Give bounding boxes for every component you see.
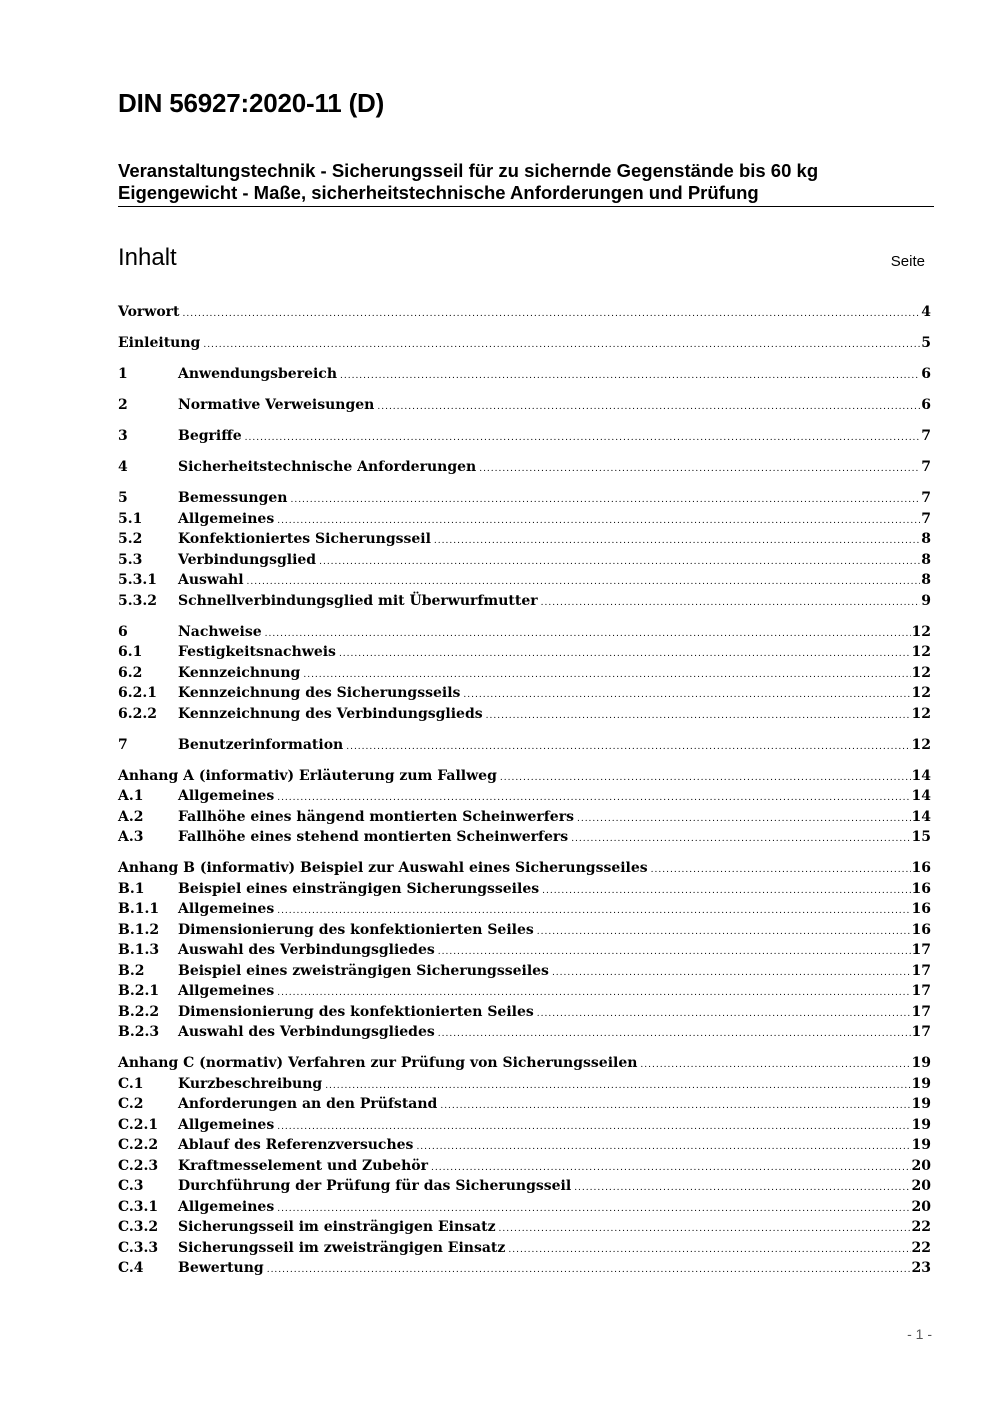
document-title-line-2: Eigengewicht - Maße, sicherheitstechnische Anforderungen und Prüfung (118, 182, 759, 203)
toc-entry[interactable] (118, 1217, 931, 1238)
dot-leader (277, 1199, 910, 1220)
toc-entry-label: Bemessungen (178, 490, 288, 506)
toc-entry-page: 15 (911, 829, 931, 845)
toc-entry-label: Kennzeichnung des Sicherungsseils (178, 685, 461, 701)
toc-entry-number: C.3.3 (118, 1239, 159, 1256)
toc-entry-page: 22 (911, 1219, 931, 1235)
dot-leader (651, 860, 911, 881)
toc-entry-label: Sicherungsseil im einsträngigen Einsatz (178, 1219, 496, 1235)
toc-entry[interactable] (118, 858, 931, 879)
toc-entry-label: Sicherheitstechnische Anforderungen (178, 459, 477, 475)
toc-entry-number: 5.3 (118, 551, 143, 568)
toc-entry[interactable] (118, 1238, 931, 1259)
toc-group (118, 395, 931, 416)
toc-entry-number: C.3.1 (118, 1198, 159, 1215)
toc-entry-number: 6 (118, 623, 128, 640)
toc-entry-page: 19 (911, 1096, 931, 1112)
dot-leader (537, 1004, 911, 1025)
toc-group (118, 488, 931, 611)
dot-leader (577, 809, 911, 830)
dot-leader (552, 963, 911, 984)
table-of-contents (118, 302, 931, 1289)
toc-entry-page: 16 (911, 880, 931, 897)
toc-entry[interactable] (118, 1115, 931, 1136)
toc-entry[interactable] (118, 570, 931, 591)
toc-entry[interactable] (118, 333, 931, 354)
dot-leader (377, 397, 920, 418)
toc-entry-number: C.2.1 (118, 1116, 159, 1133)
toc-group (118, 364, 931, 385)
dot-leader (542, 881, 910, 902)
toc-entry-page: 16 (911, 921, 931, 938)
toc-entry[interactable] (118, 426, 931, 447)
toc-entry[interactable] (118, 1002, 931, 1023)
dot-leader (203, 335, 920, 356)
toc-entry-page: 17 (911, 942, 931, 958)
toc-group (118, 622, 931, 725)
toc-entry-label: Begriffe (178, 428, 242, 444)
toc-entry-label: Anforderungen an den Prüfstand (178, 1096, 438, 1112)
toc-entry-page: 6 (921, 366, 931, 382)
toc-entry[interactable] (118, 766, 931, 787)
toc-entry-page: 12 (911, 685, 931, 701)
toc-entry-page: 22 (911, 1239, 931, 1256)
toc-entry-label: Beispiel eines einsträngigen Sicherungsseiles (178, 880, 540, 897)
toc-entry[interactable] (118, 683, 931, 704)
toc-entry-number: 5.1 (118, 510, 143, 527)
toc-entry-label: Allgemeines (178, 983, 275, 999)
toc-entry-page: 6 (921, 397, 931, 413)
toc-entry-page: 16 (911, 860, 931, 876)
toc-entry-page: 7 (921, 459, 931, 475)
toc-entry[interactable] (118, 961, 931, 982)
dot-leader (277, 1117, 910, 1138)
dot-leader (640, 1055, 910, 1076)
toc-entry[interactable] (118, 735, 931, 756)
toc-entry-page: 17 (911, 1024, 931, 1040)
dot-leader (416, 1137, 910, 1158)
toc-entry-page: 12 (911, 644, 931, 660)
toc-group (118, 735, 931, 756)
toc-entry-label: Anhang C (normativ) Verfahren zur Prüfung von Sicherungsseilen (118, 1055, 638, 1071)
toc-entry-number: B.2.3 (118, 1024, 160, 1040)
toc-entry-label: Allgemeines (178, 510, 275, 527)
toc-entry-page: 20 (911, 1198, 931, 1215)
toc-entry-number: A.1 (118, 788, 144, 804)
toc-entry[interactable] (118, 807, 931, 828)
dot-leader (537, 922, 911, 943)
toc-entry-label: Fallhöhe eines stehend montierten Scheinwerfers (178, 829, 569, 845)
toc-entry[interactable] (118, 1156, 931, 1177)
toc-entry-label: Kurzbeschreibung (178, 1075, 323, 1092)
toc-entry-number: 1 (118, 366, 128, 382)
dot-leader (431, 1158, 911, 1179)
dot-leader (508, 1240, 910, 1261)
toc-entry-number: B.2.1 (118, 983, 160, 999)
toc-entry-page: 19 (911, 1075, 931, 1092)
toc-entry[interactable] (118, 1258, 931, 1279)
dot-leader (438, 1024, 911, 1045)
toc-group (118, 457, 931, 478)
dot-leader (440, 1096, 910, 1117)
toc-entry-number: 5.3.1 (118, 572, 157, 588)
toc-entry-number: 6.2 (118, 664, 143, 681)
toc-entry-label: Allgemeines (178, 1198, 275, 1215)
toc-entry-page: 12 (911, 623, 931, 640)
toc-entry[interactable] (118, 1053, 931, 1074)
toc-group (118, 766, 931, 848)
toc-entry-number: C.3.2 (118, 1219, 159, 1235)
toc-entry-label: Anhang B (informativ) Beispiel zur Auswahl eines Sicherungsseiles (118, 860, 648, 876)
toc-entry-page: 23 (911, 1260, 931, 1276)
toc-entry[interactable] (118, 395, 931, 416)
toc-entry-number: 5.2 (118, 531, 143, 547)
toc-entry-number: C.2 (118, 1096, 144, 1112)
toc-entry[interactable] (118, 981, 931, 1002)
toc-entry-number: B.1 (118, 880, 145, 897)
toc-entry-label: Sicherungsseil im zweisträngigen Einsatz (178, 1239, 506, 1256)
toc-entry[interactable] (118, 827, 931, 848)
toc-entry[interactable] (118, 879, 931, 900)
toc-entry-label: Allgemeines (178, 901, 275, 917)
toc-entry-label: Konfektioniertes Sicherungsseil (178, 531, 431, 547)
toc-entry-number: 5 (118, 490, 128, 506)
dot-leader (277, 788, 910, 809)
toc-entry-number: B.1.3 (118, 942, 160, 958)
dot-leader (277, 983, 910, 1004)
toc-group (118, 858, 931, 1043)
toc-entry[interactable] (118, 920, 931, 941)
toc-entry-page: 20 (911, 1157, 931, 1174)
toc-entry-page: 7 (921, 510, 931, 527)
toc-entry-label: Ablauf des Referenzversuches (178, 1137, 414, 1153)
toc-entry-page: 12 (911, 705, 931, 722)
toc-entry-number: 6.2.1 (118, 685, 157, 701)
toc-entry-number: 5.3.2 (118, 592, 157, 609)
toc-entry-label: Durchführung der Prüfung für das Sicherungsseil (178, 1178, 572, 1194)
dot-leader (325, 1076, 910, 1097)
toc-entry-label: Festigkeitsnachweis (178, 644, 336, 660)
toc-entry-number: B.2.2 (118, 1003, 160, 1020)
toc-entry-page: 20 (911, 1178, 931, 1194)
toc-entry-page: 16 (911, 901, 931, 917)
toc-entry-label: Kraftmesselement und Zubehör (178, 1157, 428, 1174)
dot-leader (267, 1260, 911, 1281)
toc-entry[interactable] (118, 642, 931, 663)
toc-entry-label: Vorwort (118, 304, 180, 320)
toc-entry-label: Kennzeichnung (178, 664, 301, 681)
document-title-line-1: Veranstaltungstechnik - Sicherungsseil für zu sichernde Gegenstände bis 60 kg (118, 160, 819, 181)
toc-entry-label: Anwendungsbereich (178, 366, 337, 382)
dot-leader (541, 593, 921, 614)
toc-entry[interactable] (118, 704, 931, 725)
toc-entry-label: Kennzeichnung des Verbindungsglieds (178, 705, 483, 722)
toc-entry-page: 19 (911, 1137, 931, 1153)
dot-leader (265, 624, 911, 645)
toc-entry[interactable] (118, 663, 931, 684)
toc-group (118, 426, 931, 447)
toc-entry-page: 8 (921, 572, 931, 588)
toc-entry-number: B.2 (118, 962, 145, 979)
dot-leader (346, 737, 910, 758)
toc-group (118, 333, 931, 354)
toc-entry[interactable] (118, 1197, 931, 1218)
toc-entry-number: C.2.2 (118, 1137, 159, 1153)
toc-entry[interactable] (118, 622, 931, 643)
toc-entry[interactable] (118, 1135, 931, 1156)
page-number: - 1 - (907, 1326, 932, 1342)
toc-entry-number: 6.2.2 (118, 705, 157, 722)
toc-entry-page: 12 (911, 736, 931, 753)
toc-entry-page: 14 (911, 788, 931, 804)
toc-entry-page: 5 (921, 335, 931, 351)
toc-entry-number: B.1.2 (118, 921, 160, 938)
toc-entry[interactable] (118, 1022, 931, 1043)
toc-entry-page: 8 (921, 551, 931, 568)
toc-entry-page: 19 (911, 1116, 931, 1133)
toc-entry-number: A.2 (118, 808, 144, 825)
toc-entry[interactable] (118, 940, 931, 961)
toc-entry-number: C.4 (118, 1260, 144, 1276)
toc-page-column-label: Seite (890, 253, 925, 270)
toc-entry-number: 6.1 (118, 644, 143, 660)
toc-entry-page: 14 (911, 808, 931, 825)
toc-entry-label: Einleitung (118, 335, 201, 351)
toc-entry-label: Nachweise (178, 623, 262, 640)
toc-entry-page: 8 (921, 531, 931, 547)
dot-leader (438, 942, 911, 963)
toc-entry-page: 4 (921, 304, 931, 320)
dot-leader (303, 665, 910, 686)
toc-entry-number: C.2.3 (118, 1157, 159, 1174)
dot-leader (479, 459, 920, 480)
toc-entry-label: Dimensionierung des konfektionierten Seiles (178, 1003, 534, 1020)
toc-entry-label: Auswahl des Verbindungsgliedes (178, 1024, 435, 1040)
toc-entry-label: Auswahl des Verbindungsgliedes (178, 942, 435, 958)
title-divider (118, 206, 934, 207)
toc-entry-page: 17 (911, 983, 931, 999)
toc-entry-number: A.3 (118, 829, 144, 845)
toc-entry-page: 12 (911, 664, 931, 681)
toc-entry[interactable] (118, 591, 931, 612)
dot-leader (463, 685, 910, 706)
dot-leader (499, 1219, 911, 1240)
toc-entry-number: 7 (118, 736, 128, 753)
toc-entry-page: 7 (921, 428, 931, 444)
toc-entry-page: 19 (911, 1055, 931, 1071)
toc-entry[interactable] (118, 457, 931, 478)
toc-entry-label: Anhang A (informativ) Erläuterung zum Fallweg (118, 767, 497, 784)
dot-leader (277, 901, 910, 922)
toc-entry-number: C.3 (118, 1178, 144, 1194)
toc-entry[interactable] (118, 786, 931, 807)
dot-leader (183, 304, 921, 325)
toc-entry-number: B.1.1 (118, 901, 160, 917)
toc-entry-number: 4 (118, 459, 128, 475)
dot-leader (434, 531, 920, 552)
toc-entry-page: 7 (921, 490, 931, 506)
toc-entry[interactable] (118, 364, 931, 385)
toc-entry[interactable] (118, 1176, 931, 1197)
dot-leader (319, 552, 920, 573)
toc-entry[interactable] (118, 1074, 931, 1095)
dot-leader (290, 490, 920, 511)
toc-entry-label: Verbindungsglied (178, 551, 317, 568)
dot-leader (277, 511, 920, 532)
toc-entry-label: Fallhöhe eines hängend montierten Scheinwerfers (178, 808, 574, 825)
document-title (118, 160, 934, 204)
toc-group (118, 1053, 931, 1279)
dot-leader (571, 829, 910, 850)
toc-entry-label: Allgemeines (178, 1116, 275, 1133)
toc-entry-number: C.1 (118, 1075, 144, 1092)
toc-entry[interactable] (118, 550, 931, 571)
dot-leader (574, 1178, 910, 1199)
dot-leader (486, 706, 911, 727)
toc-entry-page: 17 (911, 1003, 931, 1020)
toc-entry-page: 17 (911, 962, 931, 979)
toc-entry-label: Beispiel eines zweisträngigen Sicherungsseiles (178, 962, 549, 979)
toc-entry-label: Schnellverbindungsglied mit Überwurfmutter (178, 592, 538, 609)
toc-entry-number: 3 (118, 428, 128, 444)
toc-entry[interactable] (118, 899, 931, 920)
toc-entry[interactable] (118, 488, 931, 509)
toc-heading: Inhalt (118, 244, 177, 271)
dot-leader (245, 428, 921, 449)
dot-leader (340, 366, 920, 387)
dot-leader (247, 572, 921, 593)
document-id: DIN 56927:2020-11 (D) (118, 88, 385, 118)
dot-leader (339, 644, 911, 665)
toc-entry-label: Dimensionierung des konfektionierten Seiles (178, 921, 534, 938)
toc-entry[interactable] (118, 1094, 931, 1115)
toc-entry[interactable] (118, 302, 931, 323)
toc-entry[interactable] (118, 509, 931, 530)
toc-entry-page: 14 (911, 767, 931, 784)
toc-entry-label: Normative Verweisungen (178, 397, 375, 413)
toc-entry-label: Allgemeines (178, 788, 275, 804)
dot-leader (500, 768, 911, 789)
toc-entry[interactable] (118, 529, 931, 550)
toc-group (118, 302, 931, 323)
toc-entry-label: Auswahl (178, 572, 244, 588)
toc-entry-page: 9 (921, 592, 931, 609)
toc-entry-label: Benutzerinformation (178, 736, 344, 753)
toc-entry-label: Bewertung (178, 1260, 264, 1276)
toc-entry-number: 2 (118, 397, 128, 413)
